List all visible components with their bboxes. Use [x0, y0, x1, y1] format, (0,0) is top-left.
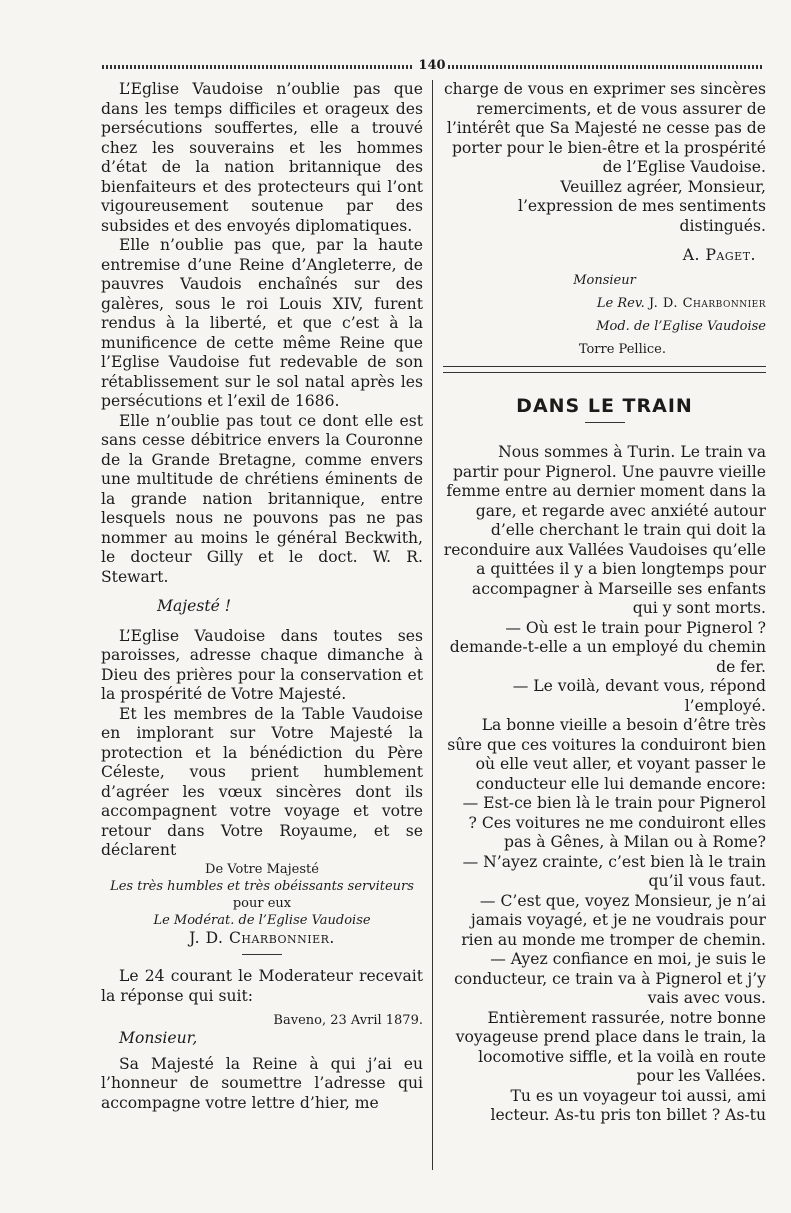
signature: A. Paget. — [682, 246, 756, 264]
address-line: Monsieur — [573, 272, 636, 288]
separator-rule — [242, 954, 282, 955]
paragraph: Elle n’oublie pas tout ce dont elle est sans cesse débitrice envers la Couronne de la Grande Bretagne, comme envers une multitude de chrétiens éminents de la grande nation britannique, entre lesquels nous ne pouvons pas ne pas nommer au moins le général Beckwith, le docteur Gilly et le doct. W. R. Stewart. — [101, 411, 423, 586]
paragraph: Veuillez agréer, Monsieur, l’expression de mes sentiments distingués. — [517, 177, 766, 235]
paragraph: — Le voilà, devant vous, répond l’employé. — [512, 677, 766, 715]
paragraph: La bonne vieille a besoin d’être très sûre que ces voitures la conduiront bien où elle veut aller, et voyant passer le conducteur elle lui demande encore: — [447, 716, 766, 793]
right-column — [443, 80, 766, 1126]
dateline: Baveno, 23 Avril 1879. — [273, 1013, 423, 1028]
section-title: DANS LE TRAIN — [516, 394, 693, 417]
paragraph: — C’est que, voyez Monsieur, je n’ai jamais voyagé, et je ne voudrais pour rien au monde me tromper de chemin. — [461, 891, 766, 949]
paragraph: — Est-ce bien là le train pour Pignerol ? Ces voitures ne me conduiront elles pas à Gênes, à Milan ou à Rome? — [462, 794, 766, 851]
address-line: Mod. de l’Eglise Vaudoise — [596, 318, 766, 334]
paragraph: L’Eglise Vaudoise n’oublie pas que dans les temps difficiles et orageux des persécutions souffertes, elle a trouvé chez les souverains et les hommes d’état de la nation britannique des bienfaiteurs et des protecteurs qui l’ont vigoureusement soutenue par des subsides et des envoyés diplomatiques. — [101, 80, 423, 235]
paragraph: L’Eglise Vaudoise dans toutes ses paroisses, adresse chaque dimanche à Dieu des prières pour la conservation et la prospérité de Votre Majesté. — [101, 626, 423, 703]
paragraph: Et les membres de la Table Vaudoise en implorant sur Votre Majesté la protection et la bénédiction du Père Céleste, vous prient humblement d’agréer les vœux sincères dont ils accompagnent votre voyage et votre retour dans Votre Royaume, et se déclarent — [101, 704, 423, 859]
paragraph: Sa Majesté la Reine à qui j’ai eu l’honneur de soumettre l’adresse qui accompagne votre lettre d’hier, me — [101, 1054, 423, 1112]
header-rule-right — [448, 65, 762, 69]
closing-line: pour eux — [232, 895, 292, 911]
closing-line: De Votre Majesté — [205, 861, 319, 877]
letter-address: Monsieur, — [119, 1029, 198, 1047]
paragraph: Nous sommes à Turin. Le train va partir pour Pignerol. Une pauvre vieille femme entre au dernier moment dans la gare, et regarde avec anxiété autour d’elle cherchant le train qui doit la reconduire aux Vallées Vaudoises qu’elle a quittées il y a bien longtemps pour accompagner à Marseille ses enfants qui y sont morts. — [443, 443, 766, 617]
section-double-rule — [443, 366, 766, 373]
separator-rule — [585, 422, 625, 423]
closing-line: Les très humbles et très obéissants serviteurs — [110, 878, 414, 894]
signature: J. D. Charbonnier. — [189, 928, 335, 947]
paragraph: Entièrement rassurée, notre bonne voyageuse prend place dans le train, la locomotive siffle, et la voilà en route pour les Vallées. — [455, 1008, 766, 1085]
address-name: J. D. Charbonnier — [648, 295, 766, 311]
paragraph: Elle n’oublie pas que, par la haute entremise d’une Reine d’Angleterre, de pauvres Vaudois enchaînés sur des galères, sous le roi Louis XIV, furent rendus à la liberté, et que c’est à la munificence de cette même Reine que l’Eglise Vaudoise fut redevable de son rétablissement sur le sol natal après les persécutions et l’exil de 1686. — [101, 236, 423, 410]
address-prefix: Le Rev. — [596, 295, 649, 311]
paragraph: Tu es un voyageur toi aussi, ami lecteur. As-tu pris ton billet ? As-tu — [490, 1086, 766, 1124]
paragraph: Le 24 courant le Moderateur recevait la réponse qui suit: — [101, 967, 423, 1005]
paragraph: — N’ayez crainte, c’est bien là le train qu’il vous faut. — [462, 852, 766, 890]
address-line — [443, 295, 766, 312]
header-rule-left — [102, 65, 414, 69]
left-column — [101, 80, 423, 1113]
paragraph: charge de vous en exprimer ses sincères remerciments, et de vous assurer de l’intérêt que Sa Majesté ne cesse pas de porter pour le bien-être et la prospérité de l’Eglise Vaudoise. — [443, 80, 766, 176]
closing-line: Le Modérat. de l’Eglise Vaudoise — [153, 912, 371, 928]
paragraph: — Ayez confiance en moi, je suis le conducteur, ce train va à Pignerol et j’y vais avec vous. — [454, 950, 766, 1007]
paragraph: — Où est le train pour Pignerol ? demande-t-elle a un employé du chemin de fer. — [449, 618, 766, 676]
page-number: 140 — [418, 58, 446, 73]
column-divider — [432, 80, 433, 1170]
address-line: Torre Pellice. — [578, 341, 666, 357]
page-header — [102, 58, 762, 74]
salutation: Majesté ! — [157, 597, 232, 615]
